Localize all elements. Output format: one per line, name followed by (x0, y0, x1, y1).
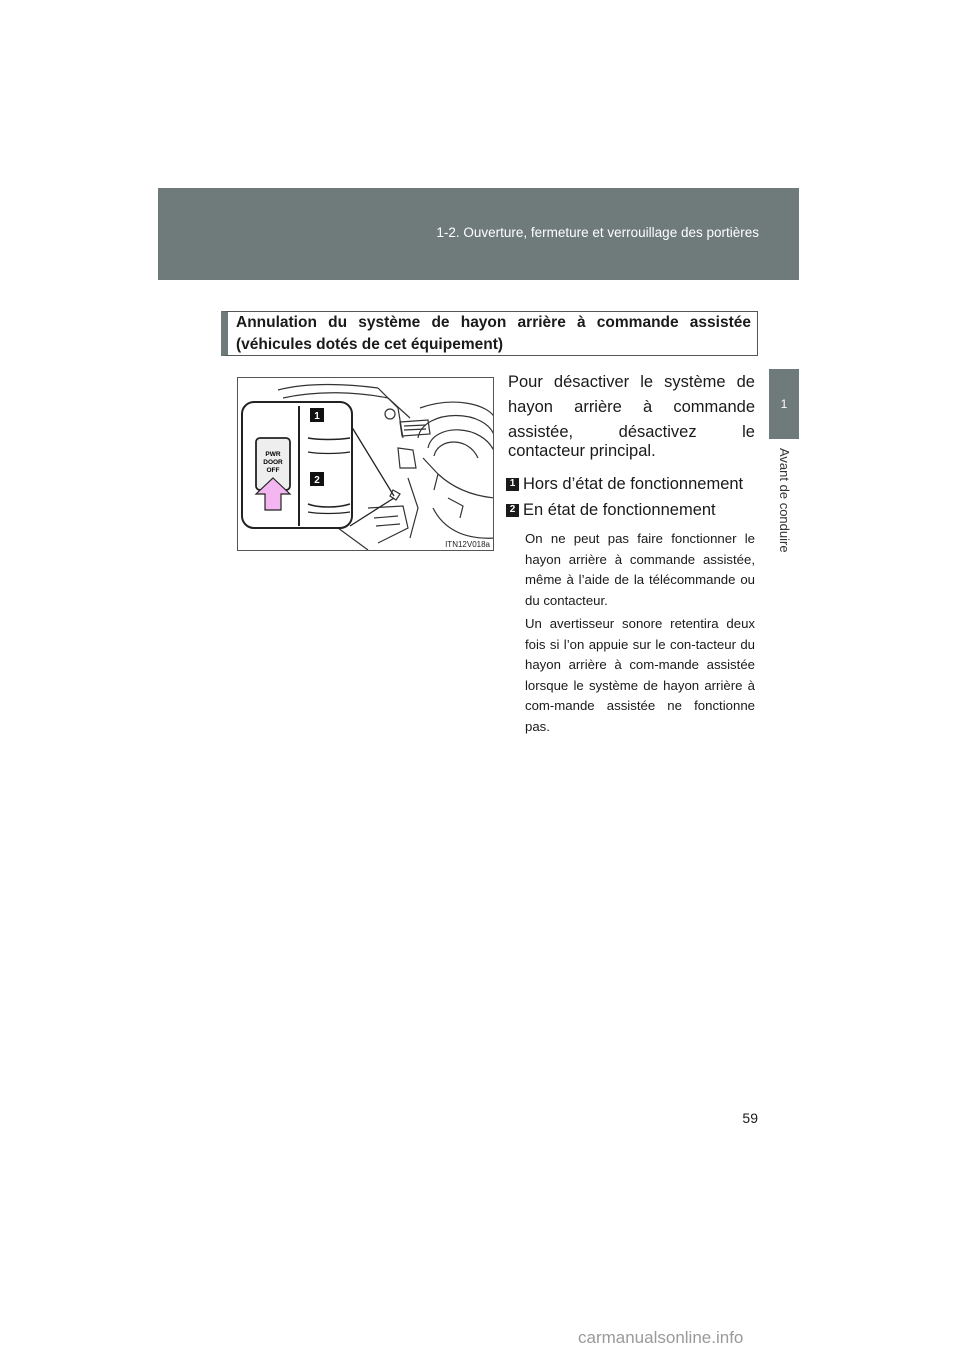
intro-paragraph-last-line: contacteur principal. (508, 442, 656, 460)
state-badge-1: 1 (506, 478, 519, 491)
callout-badge-1-text: 1 (314, 411, 320, 422)
figure-code: ITN12V018a (445, 540, 490, 549)
dashboard-illustration (238, 378, 494, 551)
callout-badge-2-text: 2 (314, 475, 320, 486)
switch-label-line-1: PWR (265, 451, 281, 458)
note-paragraph-2: Un avertisseur sonore retentira deux fois si l’on appuie sur le con-tacteur du hayon arrière à com-mande assistée lorsque le système de hayon arrière à com-mande assistée ne fonctionne pas. (525, 616, 755, 734)
chapter-side-label (770, 448, 800, 608)
chapter-title: 1-2. Ouverture, fermeture et verrouillage des portières (436, 225, 759, 240)
state-badge-2: 2 (506, 504, 519, 517)
chapter-header-band (158, 188, 799, 280)
page-number: 59 (742, 1110, 758, 1126)
callout-lines (350, 424, 394, 526)
note-paragraph-1: On ne peut pas faire fonctionner le hayon arrière à commande assistée, même à l’aide de la télécommande ou du contacteur. (525, 531, 755, 608)
switch-label-line-3: OFF (266, 467, 280, 474)
state-item-1-text: Hors d’état de fonctionnement (523, 475, 744, 493)
watermark: carmanualsonline.info (578, 1328, 744, 1347)
switch-label-line-2: DOOR (263, 459, 283, 466)
section-title: Annulation du système de hayon arrière à commande assistée (véhicules dotés de cet équipement) (236, 314, 751, 353)
intro-paragraph: Pour désactiver le système de hayon arrière à commande assistée, désactivez le (508, 373, 755, 441)
illustration (237, 377, 494, 551)
chapter-tab (769, 369, 799, 439)
state-item-2 (506, 499, 766, 521)
chapter-tab-number: 1 (780, 397, 788, 411)
state-item-2-text: En état de fonctionnement (523, 501, 716, 519)
chapter-side-label-text: Avant de conduire (777, 448, 792, 553)
section-heading (221, 311, 758, 356)
state-item-1 (506, 473, 766, 495)
